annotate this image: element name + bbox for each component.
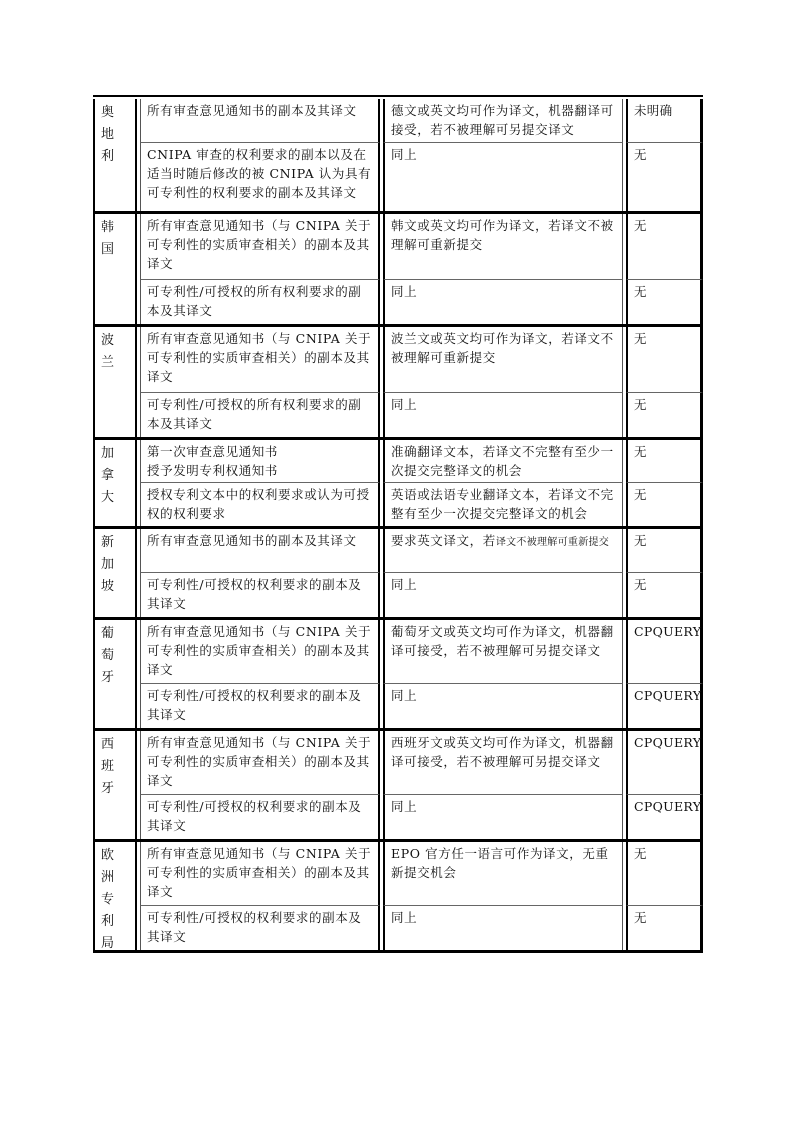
group-epo: [93, 842, 703, 953]
document-cell: 所有审查意见通知书（与 CNIPA 关于可专利性的实质审查相关）的副本及其译文: [140, 731, 380, 795]
translation-cell: 西班牙文或英文均可作为译文，机器翻译可接受，若不被理解可另提交译文: [383, 731, 623, 795]
translation-cell: 同上: [383, 393, 623, 437]
requirement-cell: 无: [626, 573, 703, 617]
requirement-cell: 无: [626, 529, 703, 573]
document-cell: CNIPA 审查的权利要求的副本以及在适当时随后修改的被 CNIPA 认为具有可专利性的权利要求的副本及其译文: [140, 143, 380, 211]
requirement-cell: CPQUERY: [626, 731, 703, 795]
requirement-cell: 无: [626, 214, 703, 280]
country-cell: 新加坡: [93, 529, 137, 617]
translation-cell: 同上: [383, 280, 623, 324]
translation-cell: 同上: [383, 795, 623, 839]
group-canada: [93, 440, 703, 529]
document-cell: 可专利性/可授权的权利要求的副本及其译文: [140, 906, 380, 950]
translation-cell: 准确翻译文本，若译文不完整有至少一次提交完整译文的机会: [383, 440, 623, 483]
country-cell: 加拿大: [93, 440, 137, 526]
requirement-cell: 无: [626, 842, 703, 906]
translation-cell: 韩文或英文均可作为译文，若译文不被理解可重新提交: [383, 214, 623, 280]
document-cell: 可专利性/可授权的权利要求的副本及其译文: [140, 684, 380, 728]
country-cell: 西班牙: [93, 731, 137, 839]
document-cell: 所有审查意见通知书（与 CNIPA 关于可专利性的实质审查相关）的副本及其译文: [140, 214, 380, 280]
document-cell: 授权专利文本中的权利要求或认为可授权的权利要求: [140, 483, 380, 526]
group-spain: [93, 731, 703, 842]
translation-cell: 德文或英文均可作为译文，机器翻译可接受，若不被理解可另提交译文: [383, 99, 623, 143]
document-cell: 可专利性/可授权的所有权利要求的副本及其译文: [140, 280, 380, 324]
translation-small-text: 译文不被理解可重新提交: [495, 537, 610, 548]
document-cell: 可专利性/可授权的权利要求的副本及其译文: [140, 573, 380, 617]
requirement-cell: CPQUERY: [626, 684, 703, 728]
translation-cell: 英语或法语专业翻译文本，若译文不完整有至少一次提交完整译文的机会: [383, 483, 623, 526]
group-poland: [93, 327, 703, 440]
translation-cell: EPO 官方任一语言可作为译文，无重新提交机会: [383, 842, 623, 906]
group-austria: [93, 99, 703, 214]
group-singapore: [93, 529, 703, 620]
top-rule: [93, 95, 703, 97]
translation-cell: 同上: [383, 906, 623, 950]
document-cell: 所有审查意见通知书的副本及其译文: [140, 529, 380, 573]
requirement-cell: CPQUERY: [626, 795, 703, 839]
requirement-cell: CPQUERY: [626, 620, 703, 684]
translation-cell: 葡萄牙文或英文均可作为译文，机器翻译可接受，若不被理解可另提交译文: [383, 620, 623, 684]
requirement-cell: 未明确: [626, 99, 703, 143]
document-cell: 所有审查意见通知书的副本及其译文: [140, 99, 380, 143]
translation-cell: 波兰文或英文均可作为译文，若译文不被理解可重新提交: [383, 327, 623, 393]
country-cell: 韩国: [93, 214, 137, 324]
country-cell: 波兰: [93, 327, 137, 437]
requirement-cell: 无: [626, 393, 703, 437]
translation-text: 要求英文译文，若: [391, 533, 496, 548]
group-korea: [93, 214, 703, 327]
requirement-cell: 无: [626, 280, 703, 324]
document-cell: 所有审查意见通知书（与 CNIPA 关于可专利性的实质审查相关）的副本及其译文: [140, 842, 380, 906]
translation-cell: 同上: [383, 573, 623, 617]
group-portugal: [93, 620, 703, 731]
patent-requirements-table: [93, 99, 703, 953]
requirement-cell: 无: [626, 440, 703, 483]
document-cell: 第一次审查意见通知书 授予发明专利权通知书: [140, 440, 380, 483]
requirement-cell: 无: [626, 327, 703, 393]
requirement-cell: 无: [626, 906, 703, 950]
translation-cell: 同上: [383, 143, 623, 211]
translation-cell: [383, 529, 623, 573]
country-cell: 欧洲专利局: [93, 842, 137, 950]
country-cell: 奥地利: [93, 99, 137, 211]
requirement-cell: 无: [626, 483, 703, 526]
document-cell: 所有审查意见通知书（与 CNIPA 关于可专利性的实质审查相关）的副本及其译文: [140, 620, 380, 684]
document-cell: 可专利性/可授权的权利要求的副本及其译文: [140, 795, 380, 839]
translation-cell: 同上: [383, 684, 623, 728]
requirement-cell: 无: [626, 143, 703, 211]
document-cell: 所有审查意见通知书（与 CNIPA 关于可专利性的实质审查相关）的副本及其译文: [140, 327, 380, 393]
document-cell: 可专利性/可授权的所有权利要求的副本及其译文: [140, 393, 380, 437]
country-cell: 葡萄牙: [93, 620, 137, 728]
